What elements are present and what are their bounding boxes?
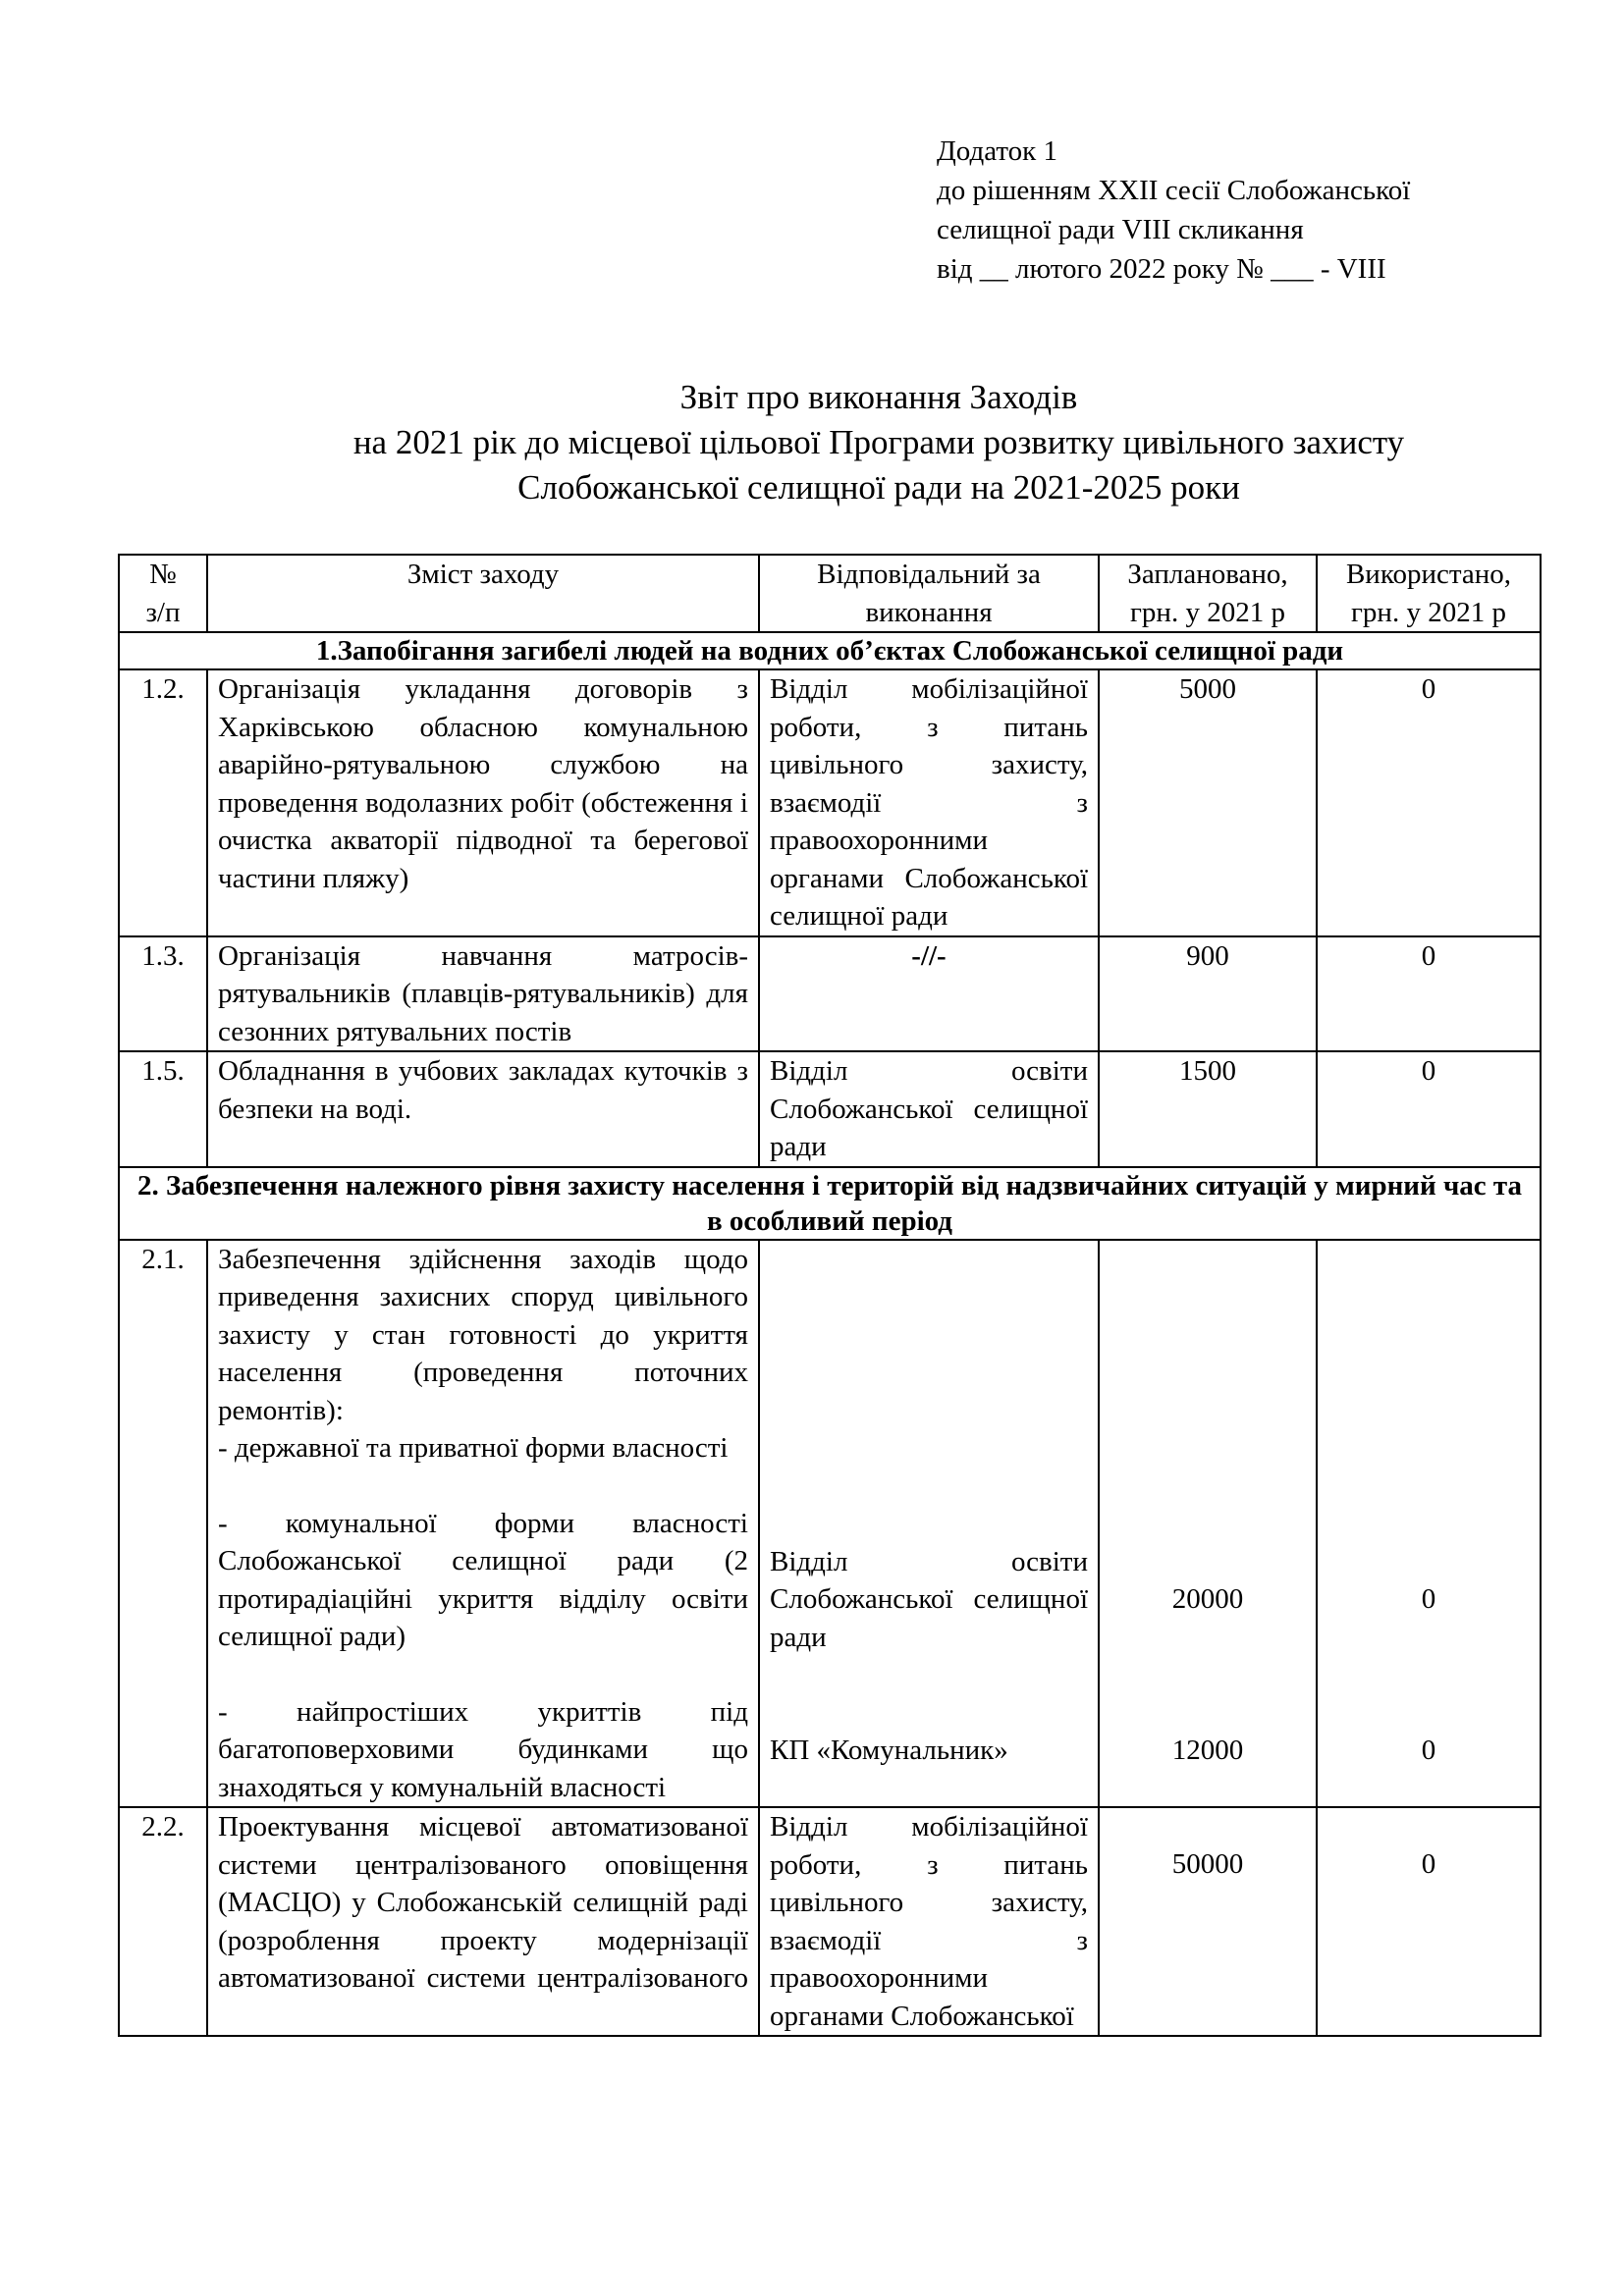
row-content: Проектування місцевої автоматизованої системи централізованого оповіщення (МАСЦО) у Слобожанській селищній раді (розроблення проекту модернізації автоматизованої системи централізованого (207, 1807, 759, 2036)
table-row (119, 1240, 1541, 1808)
sub-shelters-responsible: КП «Комунальник» (770, 1735, 1008, 1766)
row-responsible: Відділ мобілізаційної роботи, з питань цивільного захисту, взаємодії з правоохоронними органами Слобожанської (759, 1807, 1099, 2036)
table-row (119, 936, 1541, 1052)
table-row (119, 669, 1541, 936)
row-used: 0 (1317, 936, 1541, 1052)
annex-line-1: Додаток 1 (937, 135, 1057, 167)
row-content: Організація навчання матросів-рятувальників (плавців-рятувальників) для сезонних рятувальних постів (207, 936, 759, 1052)
row-content: Організація укладання договорів з Харківською обласною комунальною аварійно-рятувальною службою на проведення водолазних робіт (обстеження і очистка акваторії підводної та берегової частини пляжу) (207, 669, 759, 936)
title-line-3: Слобожанської селищної ради на 2021-2025 роки (517, 468, 1240, 507)
table-header-row (119, 555, 1541, 632)
header-responsible: Відповідальний за виконання (759, 555, 1099, 632)
row-num: 1.5. (119, 1051, 207, 1167)
row-responsible (759, 1240, 1099, 1808)
sub-shelters-used: 0 (1421, 1735, 1436, 1766)
row-responsible: Відділ освіти Слобожанської селищної ради (759, 1051, 1099, 1167)
section-row (119, 1167, 1541, 1240)
table-row (119, 1807, 1541, 2036)
row-used (1317, 1807, 1541, 2036)
measure-sub-shelters: - найпростіших укриттів під багатоповерховими будинками що знаходяться у комунальній власності (218, 1695, 748, 1803)
title-line-1: Звіт про виконання Заходів (679, 378, 1078, 416)
header-content: Зміст заходу (207, 555, 759, 632)
annex-block (937, 132, 1410, 289)
header-used: Використано, грн. у 2021 р (1317, 555, 1541, 632)
measure-sub-communal: - комунальної форми власності Слобожанської селищної ради (2 протирадіаційні укриття відділу освіти селищної ради) (218, 1507, 748, 1652)
row-responsible: -//- (759, 936, 1099, 1052)
row-num: 2.2. (119, 1807, 207, 2036)
measures-table (118, 554, 1542, 2037)
row-planned: 900 (1099, 936, 1317, 1052)
row-used (1317, 1240, 1541, 1808)
row-responsible: Відділ мобілізаційної роботи, з питань цивільного захисту, взаємодії з правоохоронними органами Слобожанської селищної ради (759, 669, 1099, 936)
report-title (0, 375, 1624, 510)
row-num: 1.2. (119, 669, 207, 936)
row-planned: 5000 (1099, 669, 1317, 936)
section-1-title: 1.Запобігання загибелі людей на водних об’єктах Слобожанської селищної ради (119, 632, 1541, 669)
section-row (119, 632, 1541, 669)
row-planned (1099, 1807, 1317, 2036)
row-content: Обладнання в учбових закладах куточків з безпеки на воді. (207, 1051, 759, 1167)
header-planned: Заплановано, грн. у 2021 р (1099, 555, 1317, 632)
row-planned: 1500 (1099, 1051, 1317, 1167)
row-planned-value: 50000 (1171, 1848, 1244, 1880)
sub-shelters-planned: 12000 (1171, 1735, 1244, 1766)
row-num: 1.3. (119, 936, 207, 1052)
row-content (207, 1240, 759, 1808)
row-used: 0 (1317, 1051, 1541, 1167)
annex-line-2: до рішенням XXII сесії Слобожанської (937, 175, 1411, 206)
table-row (119, 1051, 1541, 1167)
annex-line-3: селищної ради VIII скликання (937, 214, 1304, 245)
sub-communal-used: 0 (1421, 1582, 1436, 1615)
measure-sub-state: - державної та приватної форми власності (218, 1432, 729, 1464)
row-used: 0 (1317, 669, 1541, 936)
section-2-title: 2. Забезпечення належного рівня захисту населення і територій від надзвичайних ситуацій у мирний час та в особливий період (119, 1167, 1541, 1240)
measure-intro: Забезпечення здійснення заходів щодо приведення захисних споруд цивільного захисту у стан готовності до укриття населення (проведення поточних ремонтів): (218, 1243, 748, 1426)
row-num: 2.1. (119, 1240, 207, 1808)
row-planned (1099, 1240, 1317, 1808)
row-used-value: 0 (1421, 1848, 1436, 1880)
sub-communal-planned: 20000 (1171, 1582, 1244, 1615)
annex-line-4: від __ лютого 2022 року № ___ - VIII (937, 253, 1386, 285)
title-line-2: на 2021 рік до місцевої цільової Програми розвитку цивільного захисту (352, 423, 1405, 461)
sub-communal-responsible: Відділ освіти Слобожанської селищної ради (770, 1545, 1088, 1653)
header-num: № з/п (119, 555, 207, 632)
